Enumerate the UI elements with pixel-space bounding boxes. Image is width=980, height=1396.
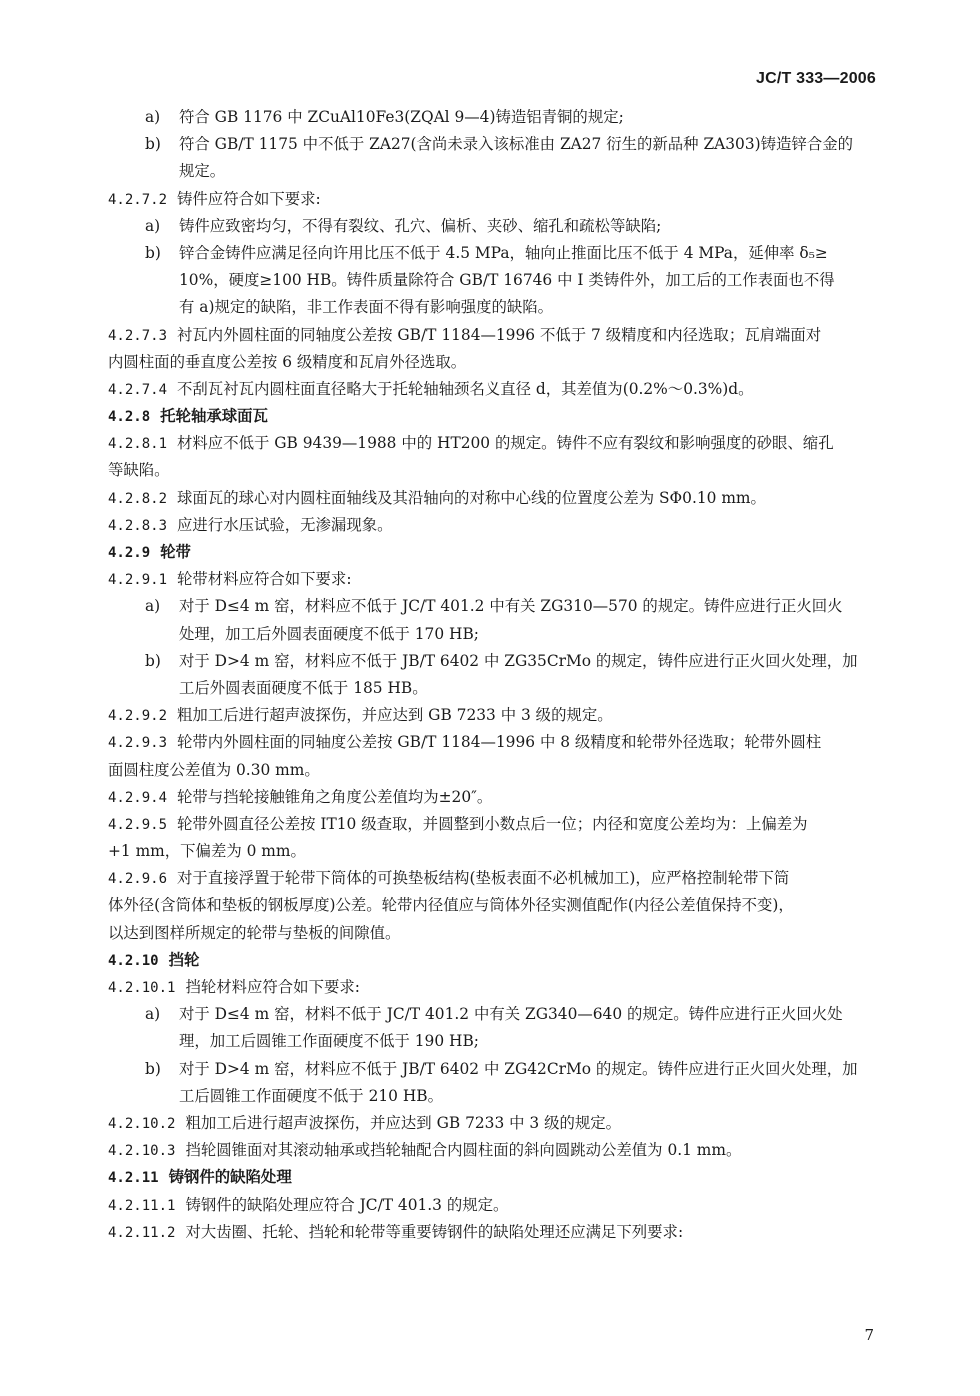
line-text: 铸件应符合如下要求: [177,189,321,208]
text-line [108,892,876,919]
clause-number: 4.2.7.4 [108,381,168,398]
line-text: 材料应不低于 GB 9439—1988 中的 HT200 的规定。铸件不应有裂纹和影响强度的砂眼、缩孔 [177,434,834,453]
clause-number: 4.2.11.2 [108,1224,176,1241]
line-text: 不刮瓦衬瓦内圆柱面直径略大于托轮轴轴颈名义直径 d，其差值为(0.2%～0.3%)d。 [177,379,754,398]
line-text: 以达到图样所规定的轮带与垫板的间隙值。 [108,923,401,942]
line-text: 挡轮 [168,950,200,969]
clause-number: 4.2.9.1 [108,572,168,589]
list-item-continuation [108,621,876,648]
line-text: 粗加工后进行超声波探伤，并应达到 GB 7233 中 3 级的规定。 [185,1113,622,1132]
clause-number: 4.2.9.5 [108,816,168,833]
line-text: 10%，硬度≥100 HB。铸件质量除符合 GB/T 16746 中 I 类铸件外，加工后的工作表面也不得 [179,271,835,290]
clause-line [108,322,876,349]
list-item-continuation [108,1083,876,1110]
list-item [108,648,876,675]
clause-line [108,811,876,838]
section-heading [108,539,876,566]
clause-number: 4.2.10.1 [108,980,176,996]
line-text: 应进行水压试验，无渗漏现象。 [177,515,393,534]
line-text: 球面瓦的球心对内圆柱面轴线及其沿轴向的对称中心线的位置度公差为 SΦ0.10 mm。 [177,488,766,507]
section-heading [108,947,876,974]
line-text: 轮带材料应符合如下要求: [177,570,352,589]
clause-line [108,566,876,593]
clause-number: 4.2.10.2 [108,1115,176,1132]
section-heading [108,1164,876,1191]
line-text: 对于 D≤4 m 窑，材料不低于 JC/T 401.2 中有关 ZG340—640 的规定。铸件应进行正火回火处 [179,1005,843,1024]
clause-number: 4.2.9.2 [108,708,168,725]
list-marker: a) [145,1005,161,1024]
clause-number: 4.2.10.3 [108,1143,176,1160]
clause-number: 4.2.8 [108,409,151,426]
list-item-continuation [108,267,876,294]
list-item [108,240,876,267]
line-text: 轮带与挡轮接触锥角之角度公差值均为±20″。 [177,787,493,806]
line-text: 体外径(含筒体和垫板的钢板厚度)公差。轮带内径值应与筒体外径实测值配作(内径公差值保持不变)， [108,896,794,915]
line-text: 有 a)规定的缺陷，非工作表面不得有影响强度的缺陷。 [179,298,554,317]
clause-number: 4.2.9.3 [108,735,168,752]
list-marker: a) [145,597,161,616]
line-text: 对于直接浮置于轮带下筒体的可换垫板结构(垫板表面不必机械加工)，应严格控制轮带下筒 [177,869,790,888]
text-line [108,457,876,484]
list-item [108,593,876,620]
line-text: 对于 D>4 m 窑，材料应不低于 JB/T 6402 中 ZG35CrMo 的规定，铸件应进行正火回火处理，加 [179,651,858,670]
clause-line [108,1137,876,1164]
line-text: 面圆柱度公差值为 0.30 mm。 [108,760,320,779]
line-text: 规定。 [179,162,226,181]
clause-line [108,784,876,811]
list-item-continuation [108,1028,876,1055]
clause-line [108,702,876,729]
line-text: 锌合金铸件应满足径向许用比压不低于 4.5 MPa，轴向止推面比压不低于 4 MPa，延伸率 δ₅≥ [179,243,828,262]
text-line [108,920,876,947]
page-number: 7 [864,1326,874,1344]
clause-line [108,1110,876,1137]
clause-number: 4.2.9.6 [108,871,168,888]
clause-line [108,430,876,457]
line-text: 工后外圆表面硬度不低于 185 HB。 [179,678,428,697]
line-text: 挡轮圆锥面对其滚动轴承或挡轮轴配合内圆柱面的斜向圆跳动公差值为 0.1 mm。 [185,1141,742,1160]
clause-line [108,1192,876,1219]
line-text: 挡轮材料应符合如下要求: [185,978,360,996]
clause-number: 4.2.8.2 [108,490,168,507]
line-text: 铸钢件的缺陷处理 [168,1168,292,1187]
clause-number: 4.2.7.3 [108,327,168,344]
line-text: 铸钢件的缺陷处理应符合 JC/T 401.3 的规定。 [185,1195,509,1214]
clause-line [108,974,876,1001]
line-text: +1 mm，下偏差为 0 mm。 [108,842,306,861]
line-text: 托轮轴承球面瓦 [160,407,268,426]
text-line [108,757,876,784]
clause-line [108,865,876,892]
list-marker: a) [145,216,161,235]
line-text: 对大齿圈、托轮、挡轮和轮带等重要铸钢件的缺陷处理还应满足下列要求: [185,1222,684,1241]
list-item-continuation [108,675,876,702]
line-text: 铸件应致密均匀，不得有裂纹、孔穴、偏析、夹砂、缩孔和疏松等缺陷; [179,216,662,235]
line-text: 轮带 [160,543,191,561]
line-text: 轮带内外圆柱面的同轴度公差按 GB/T 1184—1996 中 8 级精度和轮带外径选取；轮带外圆柱 [177,733,822,752]
clause-line [108,186,876,213]
list-marker: a) [145,108,161,126]
list-marker: b) [145,651,161,670]
line-text: 对于 D>4 m 窑，材料应不低于 JB/T 6402 中 ZG42CrMo 的规定。铸件应进行正火回火处理，加 [179,1059,858,1078]
line-text: 理，加工后圆锥工作面硬度不低于 190 HB; [179,1032,479,1051]
clause-number: 4.2.9 [108,545,151,561]
line-text: 对于 D≤4 m 窑，材料应不低于 JC/T 401.2 中有关 ZG310—570 的规定。铸件应进行正火回火 [179,597,843,616]
list-item [108,213,876,240]
line-text: 衬瓦内外圆柱面的同轴度公差按 GB/T 1184—1996 不低于 7 级精度和内径选取；瓦肩端面对 [177,325,822,344]
line-text: 粗加工后进行超声波探伤，并应达到 GB 7233 中 3 级的规定。 [177,706,613,725]
list-item [108,131,876,158]
clause-number: 4.2.8.3 [108,517,168,534]
standard-code-header: JC/T 333—2006 [755,70,876,87]
list-item-continuation [108,294,876,321]
clause-number: 4.2.10 [108,952,159,969]
text-line [108,838,876,865]
line-text: 符合 GB 1176 中 ZCuAl10Fe3(ZQAl 9—4)铸造铝青铜的规定; [179,108,624,126]
section-heading [108,403,876,430]
clause-line [108,485,876,512]
clause-number: 4.2.7.2 [108,191,168,208]
list-marker: b) [145,1059,161,1078]
line-text: 内圆柱面的垂直度公差按 6 级精度和瓦肩外径选取。 [108,352,467,371]
line-text: 处理，加工后外圆表面硬度不低于 170 HB; [179,624,479,643]
clause-number: 4.2.9.4 [108,789,168,806]
clause-number: 4.2.11.1 [108,1197,176,1214]
list-item-continuation [108,158,876,185]
line-text: 轮带外圆直径公差按 IT10 级查取，并圆整到小数点后一位；内径和宽度公差均为：上偏差为 [177,814,808,833]
list-item [108,1056,876,1083]
clause-number: 4.2.11 [108,1170,159,1187]
list-marker: b) [145,135,161,154]
clause-number: 4.2.8.1 [108,436,168,453]
clause-line [108,1219,876,1246]
line-text: 符合 GB/T 1175 中不低于 ZA27(含尚未录入该标准由 ZA27 衍生的新品种 ZA303)铸造锌合金的 [179,135,853,154]
list-item [108,1001,876,1028]
line-text: 工后圆锥工作面硬度不低于 210 HB。 [179,1086,443,1105]
line-text: 等缺陷。 [108,461,170,480]
list-item [108,104,876,131]
list-marker: b) [145,243,161,262]
clause-line [108,729,876,756]
document-body [108,104,876,1246]
text-line [108,349,876,376]
clause-line [108,376,876,403]
clause-line [108,512,876,539]
